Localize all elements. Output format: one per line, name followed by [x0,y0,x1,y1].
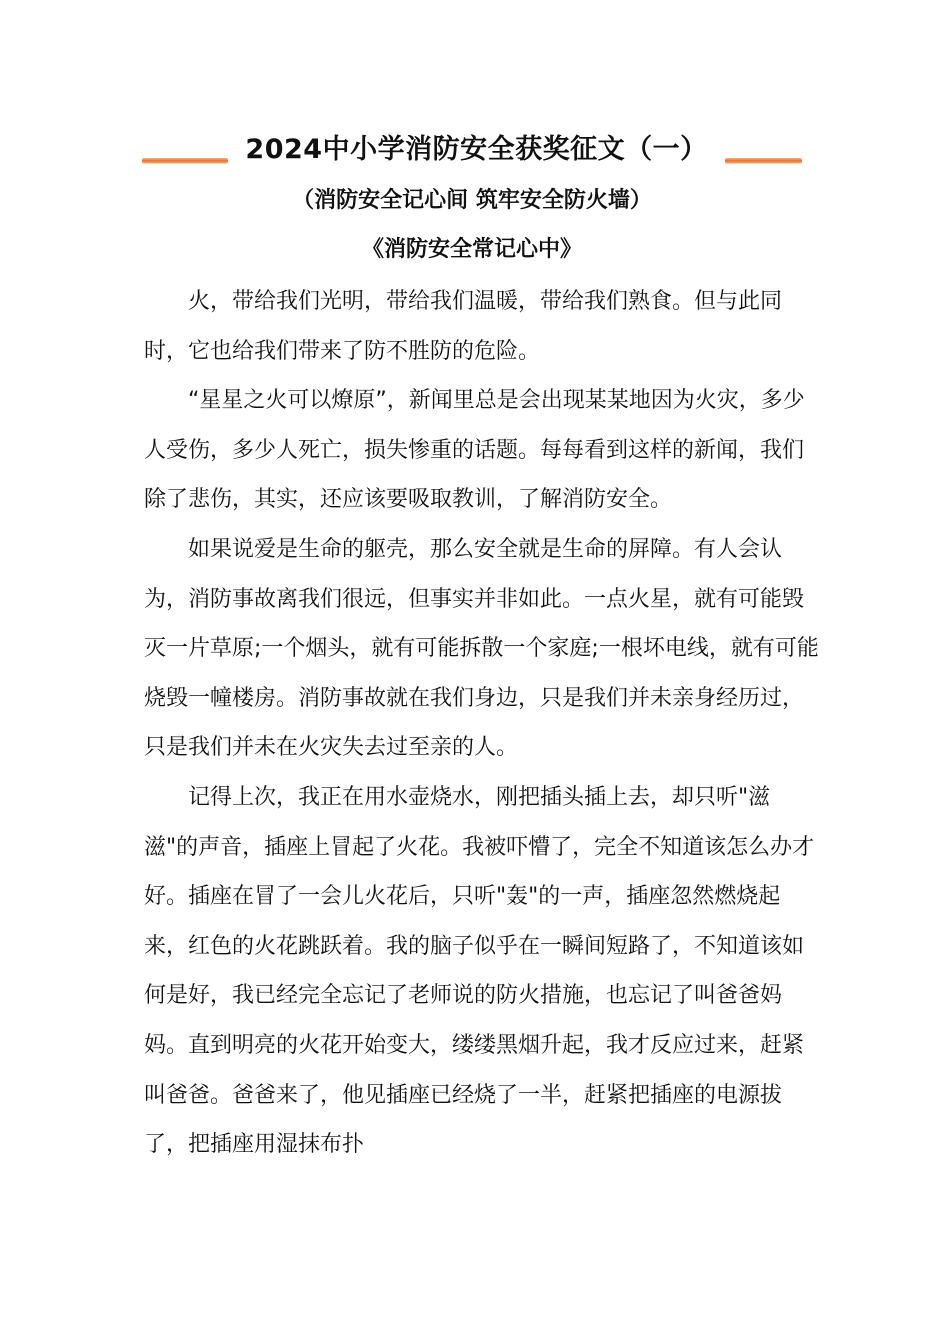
paragraph: 火，带给我们光明，带给我们温暖，带给我们熟食。但与此同时，它也给我们带来了防不胜防的危险。 [144,289,783,364]
paragraph: 如果说爱是生命的躯壳，那么安全就是生命的屏障。有人会认为，消防事故离我们很远，但事实并非如此。一点火星，就有可能毁灭一片草原;一个烟头，就有可能拆散一个家庭;一根坏电线，就有可能烧毁一幢楼房。消防事故就在我们身边，只是我们并未亲身经历过，只是我们并未在火灾失去过至亲的人。 [144,536,819,761]
title-decoration-left [142,158,228,163]
title-row [142,128,802,174]
paragraph: “星星之火可以燎原”，新闻里总是会出现某某地因为火灾，多少人受伤，多少人死亡，损失惨重的话题。每每看到这样的新闻，我们除了悲伤，其实，还应该要吸取教训，了解消防安全。 [144,388,805,513]
page-subtitle: （消防安全记心间 筑牢安全防火墙） [292,188,652,213]
paragraph: 记得上次，我正在用水壶烧水，刚把插头插上去，却只听"滋滋"的声音，插座上冒起了火花。我被吓懵了，完全不知道该怎么办才好。插座在冒了一会儿火花后，只听"轰"的一声，插座忽然燃烧起来，红色的火花跳跃着。我的脑子似乎在一瞬间短路了，不知道该如何是好，我已经完全忘记了老师说的防火措施，也忘记了叫爸爸妈妈。直到明亮的火花开始变大，缕缕黑烟升起，我才反应过来，赶紧叫爸爸。爸爸来了，他见插座已经烧了一半，赶紧把插座的电源拔了，把插座用湿抹布扑 [144,784,815,1158]
title-decoration-right [725,158,802,163]
essay-body [144,277,824,1170]
essay-title: 《消防安全常记心中》 [361,237,582,262]
page-title: 2024中小学消防安全获奖征文（一） [245,134,708,165]
